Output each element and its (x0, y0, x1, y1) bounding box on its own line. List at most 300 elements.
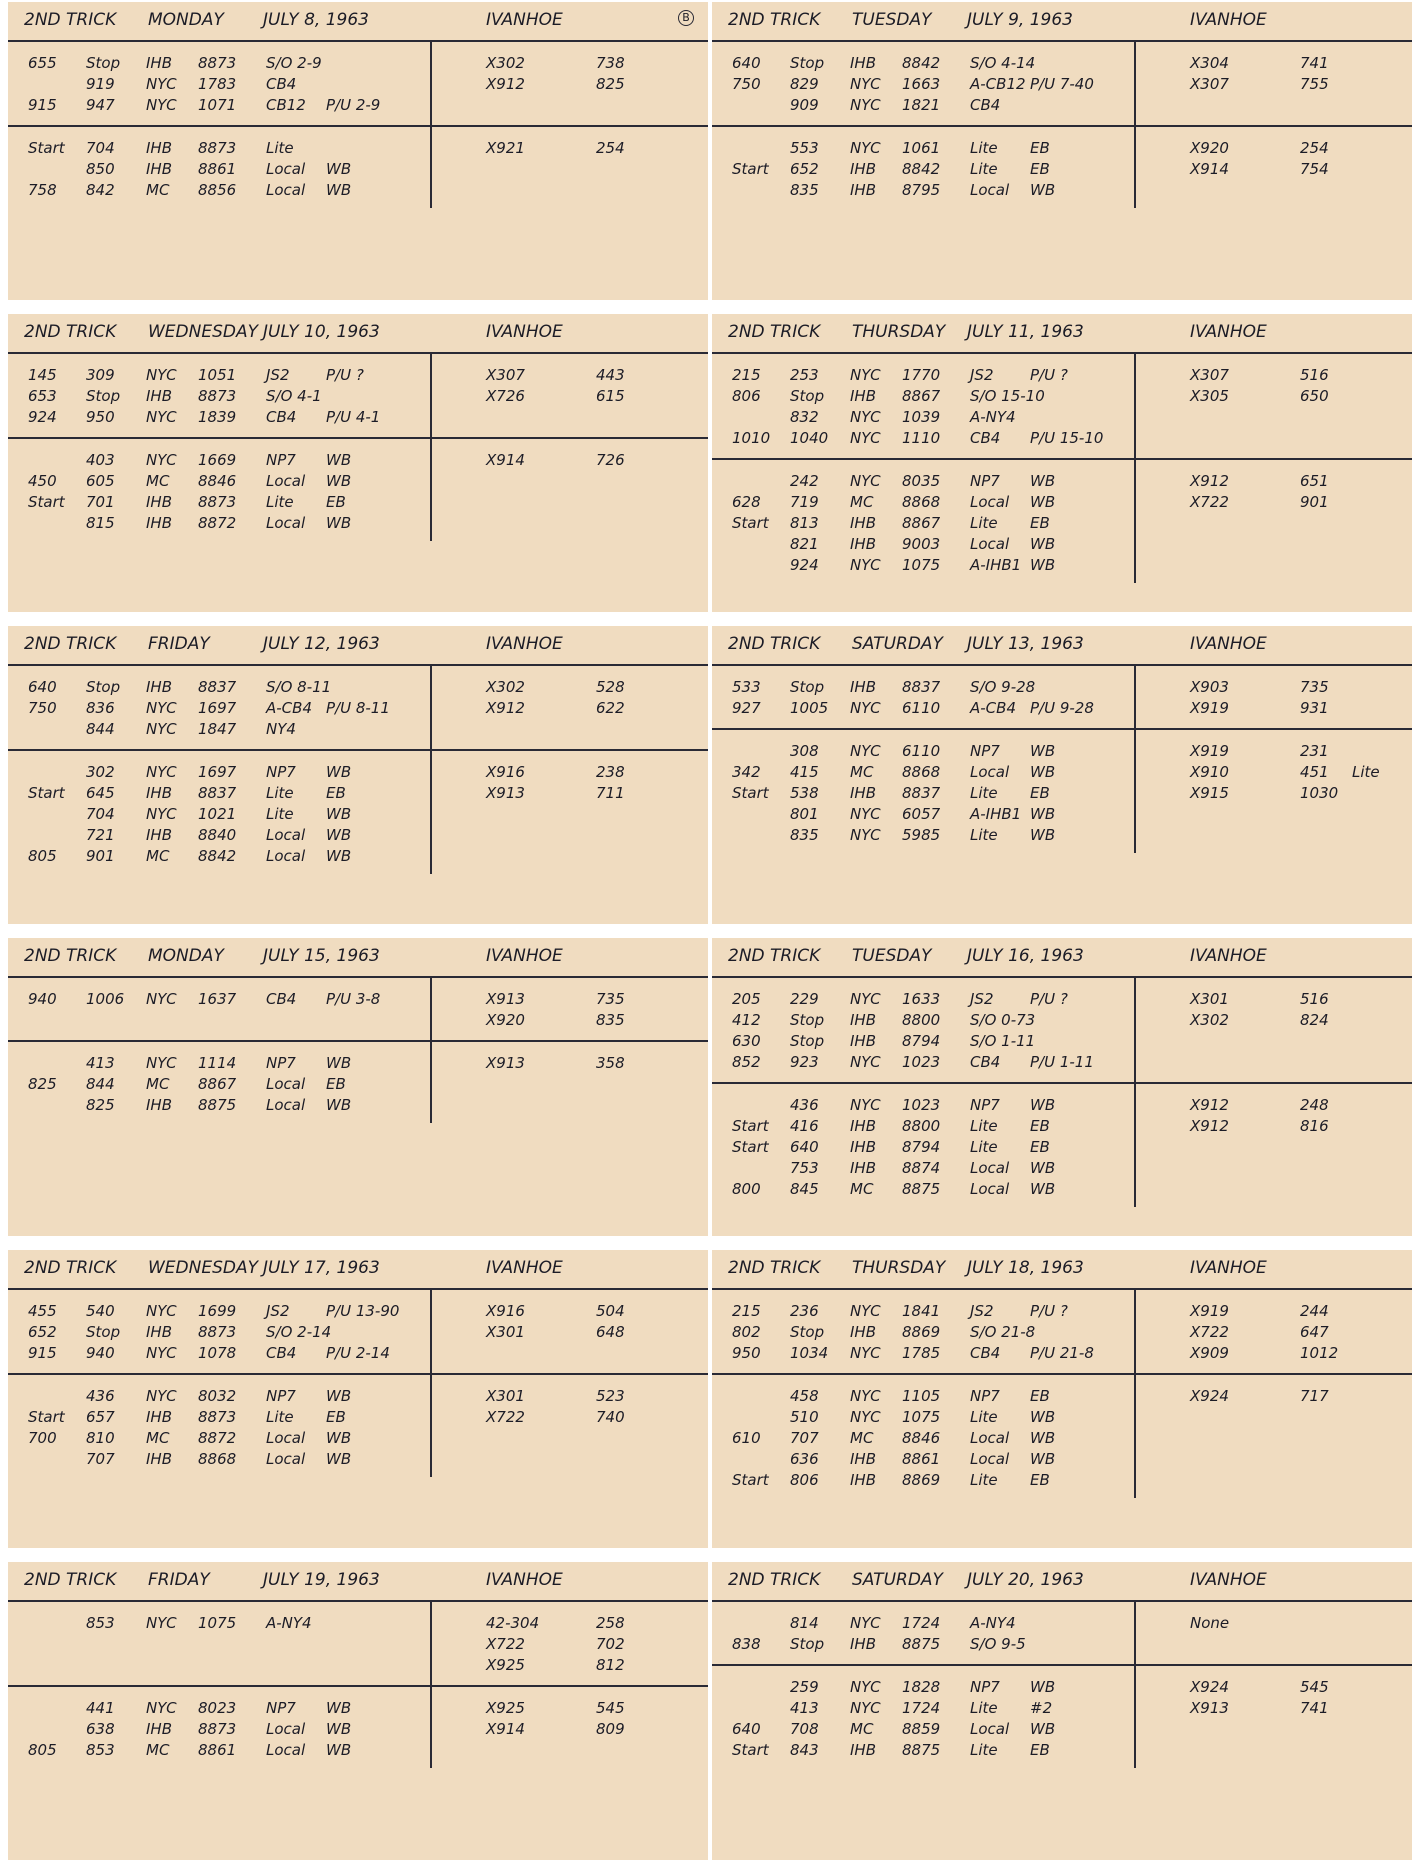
entry-cell: Local (266, 1450, 306, 1468)
weekday-label: MONDAY (148, 946, 224, 966)
entry-cell: NP7 (266, 1699, 296, 1717)
entry-cell: Lite (970, 1471, 998, 1489)
entry-cell: Local (970, 1450, 1010, 1468)
entry-cell: 901 (86, 847, 115, 865)
section-divider (8, 437, 708, 439)
train-entry-row (712, 1635, 1412, 1656)
entry-cell: 758 (28, 181, 57, 199)
entry-cell: 8035 (902, 472, 941, 490)
index-card (712, 314, 1412, 612)
entry-cell: 8837 (198, 784, 237, 802)
entry-cell: NP7 (266, 451, 296, 469)
circled-mark: B (678, 10, 694, 26)
entry-cell: 8837 (902, 784, 941, 802)
entry-cell: IHB (850, 387, 876, 405)
entry-cell: X912 (1190, 1117, 1229, 1135)
entry-cell: NYC (850, 366, 881, 384)
entry-cell: WB (326, 451, 352, 469)
entry-cell: None (1190, 1614, 1230, 1632)
entry-cell: A-IHB1 (970, 805, 1022, 823)
entry-cell: Start (732, 1138, 769, 1156)
entry-cell: 1075 (902, 1408, 941, 1426)
entry-cell: Stop (790, 678, 825, 696)
train-entry-row (8, 1741, 708, 1762)
entry-cell: X722 (486, 1408, 525, 1426)
index-card (8, 1250, 708, 1548)
entry-cell: 8837 (198, 678, 237, 696)
train-entry-row (712, 1053, 1412, 1074)
entry-cell: Local (970, 1429, 1010, 1447)
entry-cell: IHB (850, 1635, 876, 1653)
crossing-entry-row (712, 1678, 1412, 1699)
entry-cell: 412 (732, 1011, 761, 1029)
entry-cell: 931 (1300, 699, 1329, 717)
trick-label: 2ND TRICK (728, 1258, 821, 1278)
entry-cell: X912 (486, 75, 525, 93)
entry-cell: 1724 (902, 1699, 941, 1717)
date-label: JULY 18, 1963 (967, 1258, 1084, 1278)
entry-cell: Lite (970, 514, 998, 532)
entry-cell: 657 (86, 1408, 115, 1426)
entry-cell: 700 (28, 1429, 57, 1447)
entry-cell: 1697 (198, 699, 237, 717)
entry-cell: S/O 4-14 (970, 54, 1036, 72)
entry-cell: NYC (850, 1387, 881, 1405)
entry-cell: X910 (1190, 763, 1229, 781)
entry-cell: 8032 (198, 1387, 237, 1405)
entry-cell: 8794 (902, 1138, 941, 1156)
card-header (712, 626, 1412, 666)
train-entry-row (712, 1138, 1412, 1159)
entry-cell: WB (326, 514, 352, 532)
train-entry-row (8, 160, 708, 181)
entry-cell: 231 (1300, 742, 1329, 760)
entry-cell: 735 (1300, 678, 1329, 696)
entry-cell: S/O 21-8 (970, 1323, 1036, 1341)
location-label: IVANHOE (486, 634, 563, 654)
entry-cell: P/U 1-11 (1030, 1053, 1094, 1071)
entry-cell: 8869 (902, 1323, 941, 1341)
entry-cell: Start (28, 1408, 65, 1426)
crossing-entry-row (8, 1323, 708, 1344)
entry-cell: NP7 (266, 763, 296, 781)
entry-cell: X912 (1190, 472, 1229, 490)
entry-cell: 504 (596, 1302, 625, 1320)
weekday-label: TUESDAY (852, 10, 932, 30)
card-header (8, 1250, 708, 1290)
entry-cell: IHB (146, 514, 172, 532)
entry-cell: NYC (146, 763, 177, 781)
entry-cell: NYC (850, 699, 881, 717)
entry-cell: 413 (790, 1699, 819, 1717)
entry-cell: NYC (850, 139, 881, 157)
train-entry-row (8, 493, 708, 514)
entry-cell: A-CB4 (266, 699, 312, 717)
entry-cell: Start (732, 160, 769, 178)
entry-cell: CB12 (266, 96, 306, 114)
entry-cell: IHB (850, 784, 876, 802)
entry-cell: P/U ? (1030, 990, 1068, 1008)
index-card (712, 626, 1412, 924)
entry-cell: 947 (86, 96, 115, 114)
entry-cell: 145 (28, 366, 57, 384)
crossing-entry-row (712, 1323, 1412, 1344)
entry-cell: 1669 (198, 451, 237, 469)
entry-cell: JS2 (266, 366, 290, 384)
location-label: IVANHOE (486, 10, 563, 30)
entry-cell: 8837 (902, 678, 941, 696)
entry-cell: X913 (486, 1054, 525, 1072)
entry-cell: 640 (28, 678, 57, 696)
entry-cell: P/U 3-8 (326, 990, 381, 1008)
entry-cell: 853 (86, 1614, 115, 1632)
entry-cell: 436 (790, 1096, 819, 1114)
entry-cell: X919 (1190, 699, 1229, 717)
date-label: JULY 9, 1963 (967, 10, 1073, 30)
entry-cell: IHB (850, 1011, 876, 1029)
entry-cell: 342 (732, 763, 761, 781)
entry-cell: CB4 (970, 1344, 1001, 1362)
entry-cell: 8856 (198, 181, 237, 199)
entry-cell: WB (1030, 1678, 1056, 1696)
entry-cell: JS2 (970, 366, 994, 384)
entry-cell: 950 (86, 408, 115, 426)
entry-cell: Stop (86, 1323, 121, 1341)
entry-cell: Lite (970, 1699, 998, 1717)
entry-cell: X914 (1190, 160, 1229, 178)
section-divider (8, 1040, 708, 1042)
entry-cell: NYC (146, 1699, 177, 1717)
entry-cell: 842 (86, 181, 115, 199)
train-entry-row (712, 1450, 1412, 1471)
entry-cell: 1075 (198, 1614, 237, 1632)
entry-cell: WB (1030, 493, 1056, 511)
entry-cell: NYC (850, 742, 881, 760)
crossing-entry-row (712, 1011, 1412, 1032)
entry-cell: 1637 (198, 990, 237, 1008)
entry-cell: WB (326, 1720, 352, 1738)
entry-cell: Start (732, 784, 769, 802)
entry-cell: 253 (790, 366, 819, 384)
entry-cell: IHB (850, 54, 876, 72)
entry-cell: WB (1030, 805, 1056, 823)
entry-cell: 441 (86, 1699, 115, 1717)
entry-cell: NP7 (970, 1387, 1000, 1405)
entry-cell: CB4 (970, 96, 1001, 114)
train-entry-row (8, 805, 708, 826)
entry-cell: NYC (850, 1302, 881, 1320)
entry-cell: EB (1030, 160, 1050, 178)
entry-cell: 403 (86, 451, 115, 469)
entry-cell: 940 (86, 1344, 115, 1362)
index-card (8, 626, 708, 924)
entry-cell: 229 (790, 990, 819, 1008)
entry-cell: NYC (850, 1344, 881, 1362)
entry-cell: 8873 (198, 1323, 237, 1341)
crossing-entry-row (8, 1054, 708, 1075)
entry-cell: Stop (86, 387, 121, 405)
weekday-label: TUESDAY (852, 946, 932, 966)
entry-cell: NYC (146, 451, 177, 469)
entry-cell: 835 (596, 1011, 625, 1029)
location-label: IVANHOE (486, 946, 563, 966)
entry-cell: NYC (146, 720, 177, 738)
entry-cell: Local (970, 181, 1010, 199)
train-entry-row (712, 1471, 1412, 1492)
entry-cell: EB (326, 493, 346, 511)
card-header (8, 2, 708, 42)
entry-cell: Lite (970, 784, 998, 802)
entry-cell: 754 (1300, 160, 1329, 178)
entry-cell: 835 (790, 181, 819, 199)
entry-cell: WB (326, 472, 352, 490)
location-label: IVANHOE (1190, 1570, 1267, 1590)
entry-cell: 825 (28, 1075, 57, 1093)
entry-cell: CB4 (266, 1344, 297, 1362)
entry-cell: 553 (790, 139, 819, 157)
weekday-label: SATURDAY (852, 1570, 943, 1590)
entry-cell: 655 (28, 54, 57, 72)
entry-cell: 451 (1300, 763, 1329, 781)
entry-cell: 1847 (198, 720, 237, 738)
entry-cell: 8873 (198, 1720, 237, 1738)
entry-cell: Local (266, 472, 306, 490)
entry-cell: 205 (732, 990, 761, 1008)
entry-cell: WB (326, 181, 352, 199)
entry-cell: WB (1030, 181, 1056, 199)
entry-cell: MC (850, 493, 874, 511)
crossing-entry-row (712, 1117, 1412, 1138)
entry-cell: MC (850, 1429, 874, 1447)
crossing-entry-row (8, 366, 708, 387)
trick-label: 2ND TRICK (24, 10, 117, 30)
crossing-entry-row (712, 1096, 1412, 1117)
entry-cell: WB (1030, 535, 1056, 553)
entry-cell: 708 (790, 1720, 819, 1738)
entry-cell: 538 (790, 784, 819, 802)
entry-cell: IHB (146, 1323, 172, 1341)
entry-cell: MC (850, 763, 874, 781)
entry-cell: X913 (486, 990, 525, 1008)
crossing-entry-row (8, 1635, 708, 1656)
train-entry-row (712, 556, 1412, 577)
entry-cell: 1005 (790, 699, 829, 717)
entry-cell: NYC (850, 990, 881, 1008)
entry-cell: NYC (850, 805, 881, 823)
entry-cell: 236 (790, 1302, 819, 1320)
entry-cell: 8023 (198, 1699, 237, 1717)
location-label: IVANHOE (486, 1258, 563, 1278)
entry-cell: 753 (790, 1159, 819, 1177)
entry-cell: 652 (28, 1323, 57, 1341)
entry-cell: 1040 (790, 429, 829, 447)
entry-cell: 738 (596, 54, 625, 72)
crossing-entry-row (8, 139, 708, 160)
entry-cell: 924 (28, 408, 57, 426)
entry-cell: MC (146, 1075, 170, 1093)
entry-cell: 8875 (902, 1180, 941, 1198)
entry-cell: IHB (146, 493, 172, 511)
entry-cell: 238 (596, 763, 625, 781)
entry-cell: IHB (850, 514, 876, 532)
crossing-entry-row (712, 366, 1412, 387)
entry-cell: NP7 (970, 472, 1000, 490)
entry-cell: 615 (596, 387, 625, 405)
weekday-label: FRIDAY (148, 634, 210, 654)
entry-cell: 630 (732, 1032, 761, 1050)
entry-cell: 1663 (902, 75, 941, 93)
entry-cell: X920 (486, 1011, 525, 1029)
trick-label: 2ND TRICK (728, 1570, 821, 1590)
entry-cell: MC (146, 1741, 170, 1759)
entry-cell: NYC (850, 96, 881, 114)
entry-cell: Local (970, 1720, 1010, 1738)
location-label: IVANHOE (1190, 634, 1267, 654)
entry-cell: NYC (146, 805, 177, 823)
entry-cell: 1075 (902, 556, 941, 574)
entry-cell: IHB (850, 1450, 876, 1468)
section-divider (8, 125, 708, 127)
location-label: IVANHOE (486, 322, 563, 342)
index-card (712, 1562, 1412, 1860)
entry-cell: NYC (146, 96, 177, 114)
entry-cell: NYC (850, 1408, 881, 1426)
entry-cell: 628 (732, 493, 761, 511)
entry-cell: 9003 (902, 535, 941, 553)
entry-cell: IHB (146, 678, 172, 696)
date-label: JULY 10, 1963 (263, 322, 380, 342)
entry-cell: 1039 (902, 408, 941, 426)
entry-cell: Lite (266, 1408, 294, 1426)
entry-cell: A-CB4 (970, 699, 1016, 717)
entry-cell: 1785 (902, 1344, 941, 1362)
entry-cell: EB (1030, 1138, 1050, 1156)
entry-cell: MC (146, 181, 170, 199)
entry-cell: WB (1030, 556, 1056, 574)
train-entry-row (8, 181, 708, 202)
crossing-entry-row (712, 990, 1412, 1011)
entry-cell: 707 (790, 1429, 819, 1447)
crossing-entry-row (8, 1720, 708, 1741)
entry-cell: IHB (850, 1032, 876, 1050)
entry-cell: 458 (790, 1387, 819, 1405)
entry-cell: EB (326, 784, 346, 802)
train-entry-row (8, 96, 708, 117)
entry-cell: CB4 (266, 408, 297, 426)
entry-cell: X916 (486, 763, 525, 781)
entry-cell: 717 (1300, 1387, 1329, 1405)
entry-cell: NYC (146, 408, 177, 426)
entry-cell: 1030 (1300, 784, 1339, 802)
entry-cell: 8874 (902, 1159, 941, 1177)
entry-cell: 8842 (902, 160, 941, 178)
entry-cell: 8840 (198, 826, 237, 844)
entry-cell: 835 (790, 826, 819, 844)
entry-cell: 8859 (902, 1720, 941, 1738)
entry-cell: X920 (1190, 139, 1229, 157)
date-label: JULY 16, 1963 (967, 946, 1084, 966)
entry-cell: S/O 2-9 (266, 54, 322, 72)
entry-cell: Local (266, 514, 306, 532)
entry-cell: WB (326, 763, 352, 781)
entry-cell: 215 (732, 366, 761, 384)
train-entry-row (8, 408, 708, 429)
entry-cell: NYC (146, 1054, 177, 1072)
entry-cell: 528 (596, 678, 625, 696)
entry-cell: Start (28, 139, 65, 157)
entry-cell: P/U 13-90 (326, 1302, 400, 1320)
train-entry-row (712, 1429, 1412, 1450)
train-entry-row (712, 1159, 1412, 1180)
location-label: IVANHOE (1190, 10, 1267, 30)
entry-cell: 702 (596, 1635, 625, 1653)
entry-cell: 516 (1300, 366, 1329, 384)
entry-cell: 8875 (902, 1635, 941, 1653)
weekday-label: WEDNESDAY (148, 322, 258, 342)
train-entry-row (8, 1075, 708, 1096)
entry-cell: NYC (146, 1387, 177, 1405)
crossing-entry-row (8, 1302, 708, 1323)
entry-cell: X302 (486, 678, 525, 696)
train-entry-row (8, 826, 708, 847)
entry-cell: 843 (790, 1741, 819, 1759)
entry-cell: 719 (790, 493, 819, 511)
entry-cell: 8846 (902, 1429, 941, 1447)
entry-cell: NYC (146, 1344, 177, 1362)
entry-cell: X307 (1190, 366, 1229, 384)
entry-cell: X722 (1190, 493, 1229, 511)
weekday-label: SATURDAY (852, 634, 943, 654)
card-header (712, 2, 1412, 42)
entry-cell: Stop (790, 1032, 825, 1050)
entry-cell: JS2 (970, 1302, 994, 1320)
entry-cell: 8873 (198, 387, 237, 405)
entry-cell: 800 (732, 1180, 761, 1198)
entry-cell: NYC (850, 1053, 881, 1071)
entry-cell: 821 (790, 535, 819, 553)
entry-cell: A-NY4 (266, 1614, 312, 1632)
entry-cell: 622 (596, 699, 625, 717)
entry-cell: 8842 (198, 847, 237, 865)
entry-cell: 640 (732, 1720, 761, 1738)
entry-cell: IHB (850, 1117, 876, 1135)
entry-cell: 8842 (902, 54, 941, 72)
entry-cell: 815 (86, 514, 115, 532)
entry-cell: 802 (732, 1323, 761, 1341)
date-label: JULY 8, 1963 (263, 10, 369, 30)
entry-cell: NYC (850, 408, 881, 426)
entry-cell: WB (1030, 1159, 1056, 1177)
entry-cell: A-NY4 (970, 1614, 1016, 1632)
entry-cell: JS2 (970, 990, 994, 1008)
entry-cell: 6110 (902, 742, 941, 760)
entry-cell: 652 (790, 160, 819, 178)
crossing-entry-row (712, 139, 1412, 160)
entry-cell: IHB (146, 826, 172, 844)
date-label: JULY 20, 1963 (967, 1570, 1084, 1590)
entry-cell: IHB (850, 1471, 876, 1489)
crossing-entry-row (8, 1387, 708, 1408)
train-entry-row (712, 535, 1412, 556)
entry-cell: EB (1030, 1387, 1050, 1405)
crossing-entry-row (8, 1699, 708, 1720)
entry-cell: 450 (28, 472, 57, 490)
entry-cell: Start (732, 514, 769, 532)
train-entry-row (712, 181, 1412, 202)
entry-cell: 8795 (902, 181, 941, 199)
entry-cell: 750 (28, 699, 57, 717)
train-entry-row (712, 805, 1412, 826)
